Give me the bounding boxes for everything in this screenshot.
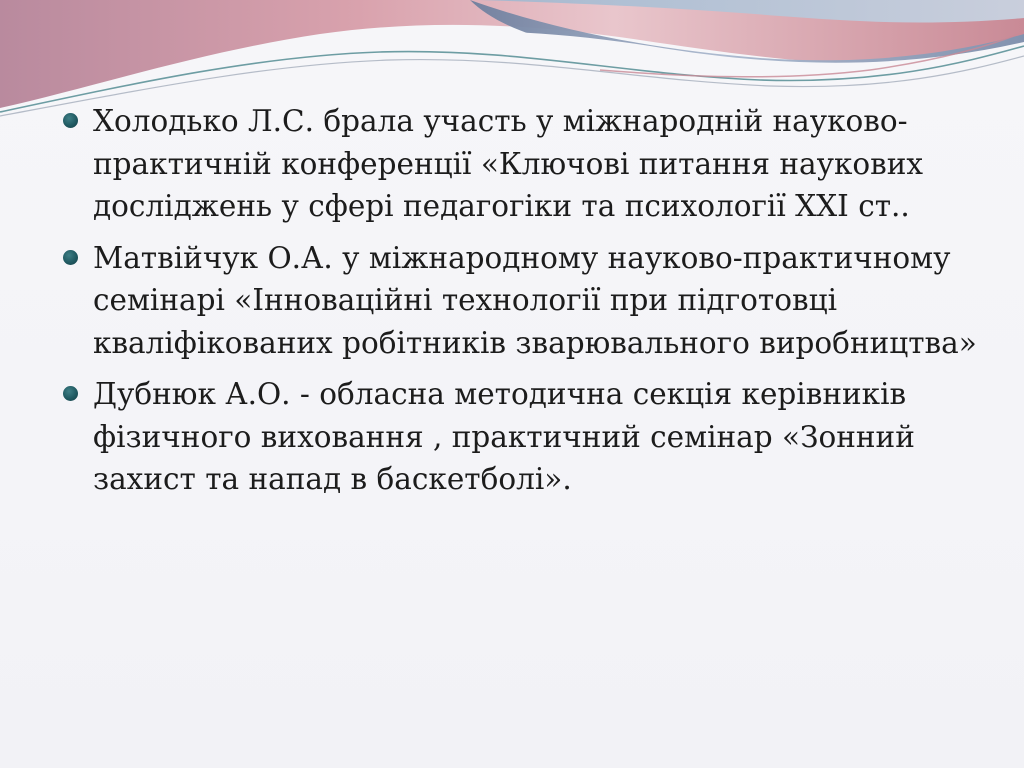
bullet-text: Холодько Л.С. брала участь у міжнародній науково-практичній конференції «Ключові питання наукових досліджень у сфері педагогіки та психології XXI ст.. (93, 104, 924, 223)
bullet-dot-icon (63, 113, 78, 128)
bullet-dot-icon (63, 386, 78, 401)
bullet-item-matviichuk (60, 237, 980, 365)
bullet-list (60, 100, 980, 510)
bullet-text: Матвійчук О.А. у міжнародному науково-практичному семінарі «Інноваційні технології при підготовці кваліфікованих робітників зварювального виробництва» (93, 240, 977, 360)
bullet-item-kholodko (60, 100, 980, 228)
bullet-item-dubniuk (60, 373, 980, 501)
bullet-dot-icon (63, 250, 78, 265)
bullet-text: Дубнюк А.О. - обласна методична секція керівників фізичного виховання , практичний семінар «Зонний захист та напад в баскетболі». (93, 377, 915, 496)
